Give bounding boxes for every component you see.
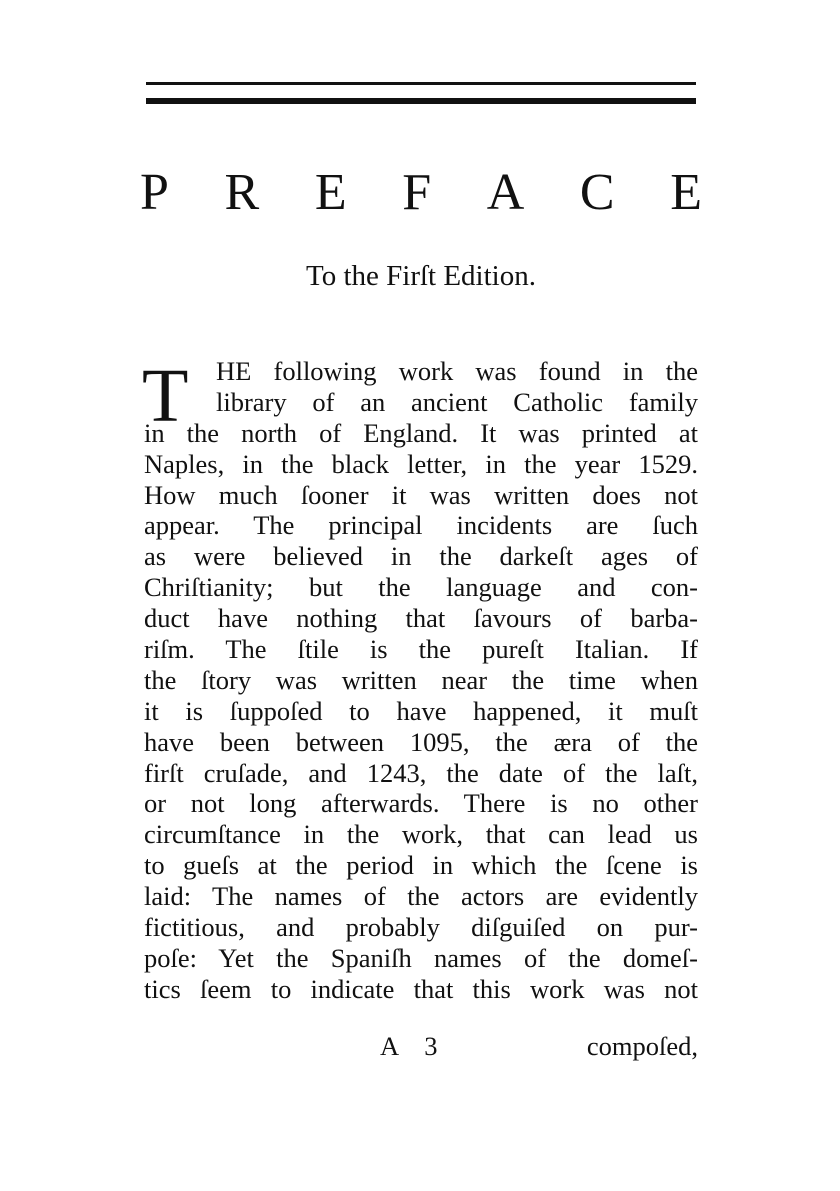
text-line: How much ſooner it was written does not bbox=[144, 479, 698, 510]
header-rule-thick bbox=[146, 98, 696, 104]
text-line: Naples, in the black letter, in the year 1529. bbox=[144, 448, 698, 479]
page-title bbox=[140, 158, 702, 228]
title-letter: P bbox=[140, 164, 169, 221]
drop-cap: T bbox=[142, 354, 189, 438]
page-footer bbox=[144, 1030, 698, 1062]
text-line: to gueſs at the period in which the ſcene is bbox=[144, 850, 698, 881]
text-line: as were believed in the darkeſt ages of bbox=[144, 541, 698, 572]
text-line: it is ſuppoſed to have happened, it muſt bbox=[144, 695, 698, 726]
text-line: tics ſeem to indicate that this work was not bbox=[144, 973, 698, 1004]
text-line: in the north of England. It was printed at bbox=[144, 417, 698, 448]
preface-body bbox=[144, 356, 698, 1005]
title-letter: E bbox=[670, 164, 702, 221]
text-line: the ſtory was written near the time when bbox=[144, 664, 698, 695]
text-line: or not long afterwards. There is no other bbox=[144, 788, 698, 819]
signature-mark: A 3 bbox=[380, 1031, 448, 1061]
text-line: library of an ancient Catholic family bbox=[216, 386, 698, 417]
page-subtitle: To the Firſt Edition. bbox=[306, 260, 536, 292]
catchword: compoſed, bbox=[586, 1031, 698, 1061]
text-line: HE following work was found in the bbox=[216, 356, 698, 386]
text-line: Chriſtianity; but the language and con- bbox=[144, 572, 698, 603]
text-line: appear. The principal incidents are ſuch bbox=[144, 510, 698, 541]
title-letter: F bbox=[402, 164, 432, 221]
text-line: duct have nothing that ſavours of barba- bbox=[144, 603, 698, 634]
text-line: have been between 1095, the æra of the bbox=[144, 726, 698, 757]
text-line: riſm. The ſtile is the pureſt Italian. If bbox=[144, 634, 698, 665]
title-letter: R bbox=[224, 164, 260, 221]
text-line: firſt cruſade, and 1243, the date of the laſt, bbox=[144, 757, 698, 788]
text-line: laid: The names of the actors are evidently bbox=[144, 881, 698, 912]
title-letter: A bbox=[486, 164, 525, 221]
title-letter: C bbox=[579, 164, 615, 221]
header-rule-thin bbox=[146, 82, 696, 85]
title-letter: E bbox=[314, 164, 347, 221]
text-line: fictitious, and probably diſguiſed on pur- bbox=[144, 912, 698, 943]
text-line: circumſtance in the work, that can lead us bbox=[144, 819, 698, 850]
text-line: poſe: Yet the Spaniſh names of the domeſ- bbox=[144, 942, 698, 973]
